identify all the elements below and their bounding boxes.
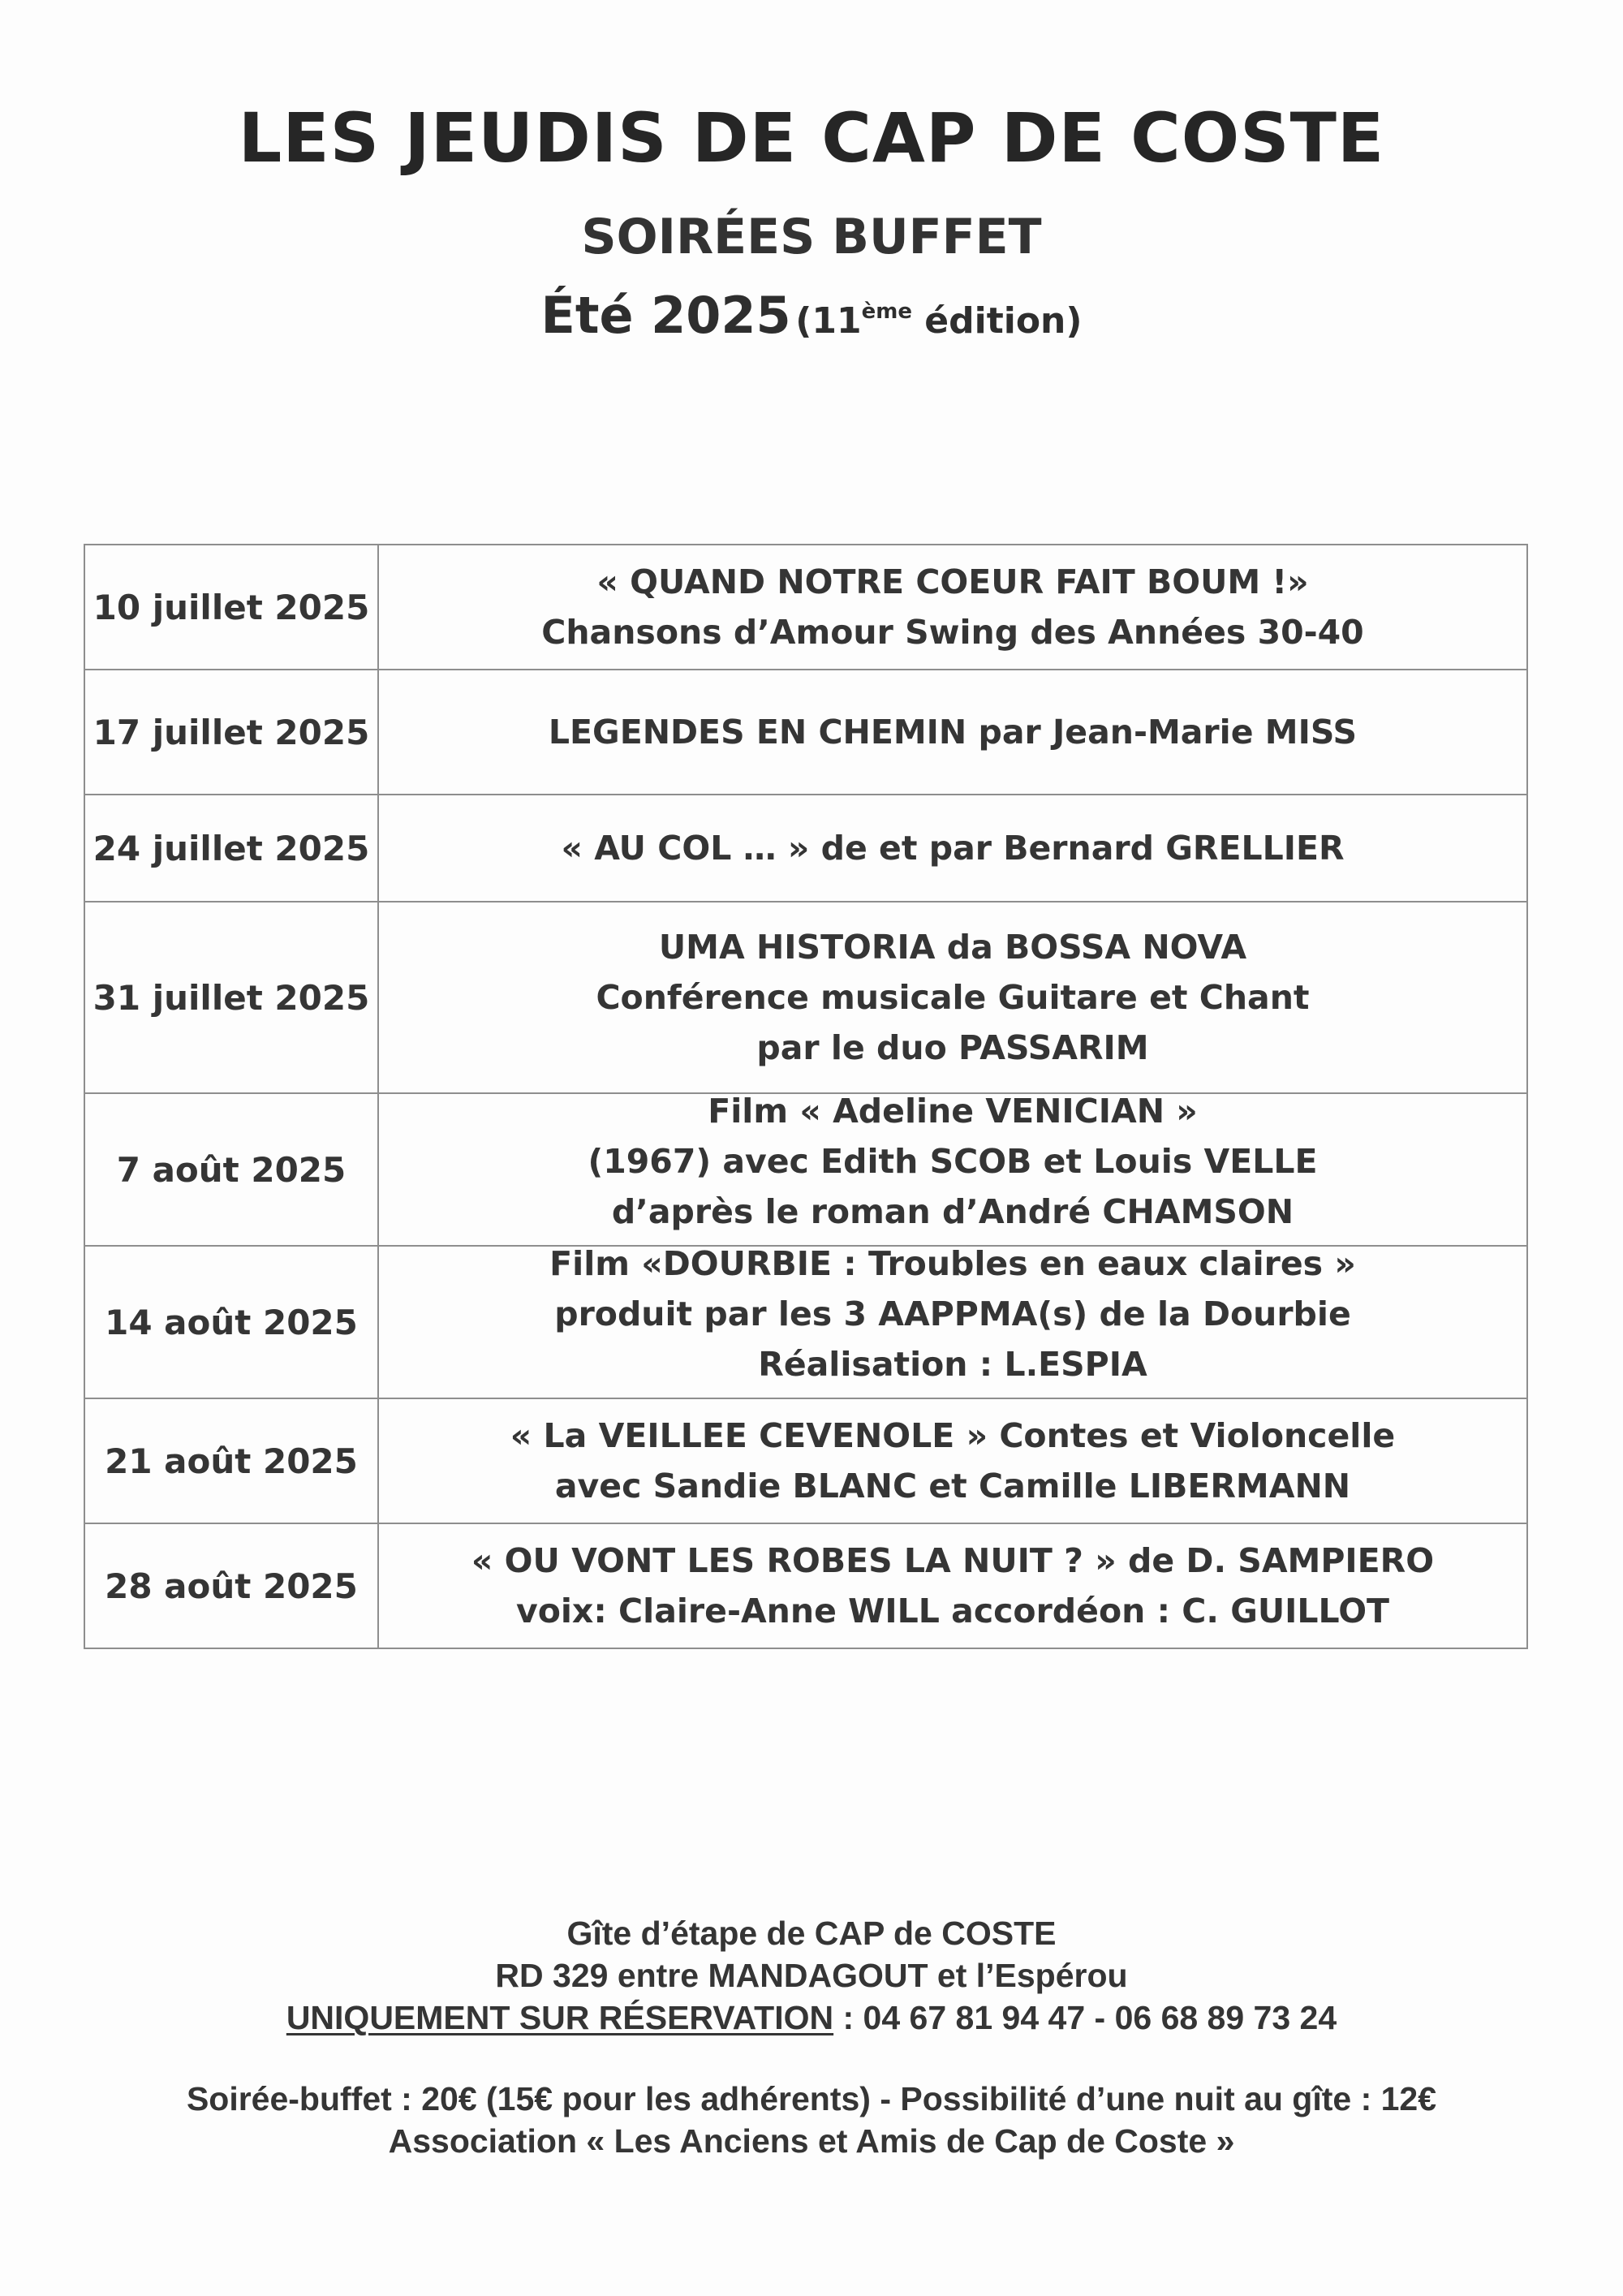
event-date: 10 juillet 2025 [84, 545, 378, 670]
document-title: LES JEUDIS DE CAP DE COSTE [238, 98, 1385, 178]
program-table [84, 544, 1528, 1649]
event-description: UMA HISTORIA da BOSSA NOVA Conférence musicale Guitare et Chant par le duo PASSARIM [378, 902, 1527, 1093]
event-date: 31 juillet 2025 [84, 902, 378, 1093]
price-line: Soirée-buffet : 20€ (15€ pour les adhérents) - Possibilité d’une nuit au gîte : 12€ [186, 2080, 1437, 2117]
venue-info [0, 1912, 1623, 2039]
event-date: 24 juillet 2025 [84, 795, 378, 902]
association-line: Association « Les Anciens et Amis de Cap de Coste » [388, 2122, 1235, 2160]
pricing-info [0, 2078, 1623, 2162]
event-date: 17 juillet 2025 [84, 670, 378, 795]
table-row [84, 670, 1527, 795]
event-date: 14 août 2025 [84, 1246, 378, 1398]
phone-numbers: : 04 67 81 94 47 - 06 68 89 73 24 [833, 1999, 1337, 2036]
event-date: 21 août 2025 [84, 1398, 378, 1523]
event-description: « QUAND NOTRE COEUR FAIT BOUM !» Chansons d’Amour Swing des Années 30-40 [378, 545, 1527, 670]
table-row [84, 1398, 1527, 1523]
table-row [84, 1523, 1527, 1648]
event-date: 7 août 2025 [84, 1093, 378, 1246]
table-row [84, 545, 1527, 670]
table-row [84, 1093, 1527, 1246]
event-description: « La VEILLEE CEVENOLE » Contes et Violoncelle avec Sandie BLANC et Camille LIBERMANN [378, 1398, 1527, 1523]
event-description: Film « Adeline VENICIAN » (1967) avec Edith SCOB et Louis VELLE d’après le roman d’André CHAMSON [378, 1093, 1527, 1246]
event-date: 28 août 2025 [84, 1523, 378, 1648]
edition-label: (11ème édition) [795, 299, 1083, 342]
season-edition [0, 286, 1623, 345]
table-row [84, 1246, 1527, 1398]
event-description: LEGENDES EN CHEMIN par Jean-Marie MISS [378, 670, 1527, 795]
reservation-label: UNIQUEMENT SUR RÉSERVATION [286, 1999, 834, 2036]
reservation-line [0, 1997, 1623, 2039]
venue-road: RD 329 entre MANDAGOUT et l’Espérou [495, 1957, 1128, 1994]
venue-name: Gîte d’étape de CAP de COSTE [566, 1915, 1057, 1952]
document-subtitle: SOIRÉES BUFFET [581, 209, 1042, 265]
event-description: « AU COL … » de et par Bernard GRELLIER [378, 795, 1527, 902]
season-label: Été 2025 [540, 286, 791, 345]
table-row [84, 902, 1527, 1093]
event-description: Film «DOURBIE : Troubles en eaux claires » produit par les 3 AAPPMA(s) de la Dourbie Réalisation : L.ESPIA [378, 1246, 1527, 1398]
table-row [84, 795, 1527, 902]
event-description: « OU VONT LES ROBES LA NUIT ? » de D. SAMPIERO voix: Claire-Anne WILL accordéon : C. GUILLOT [378, 1523, 1527, 1648]
